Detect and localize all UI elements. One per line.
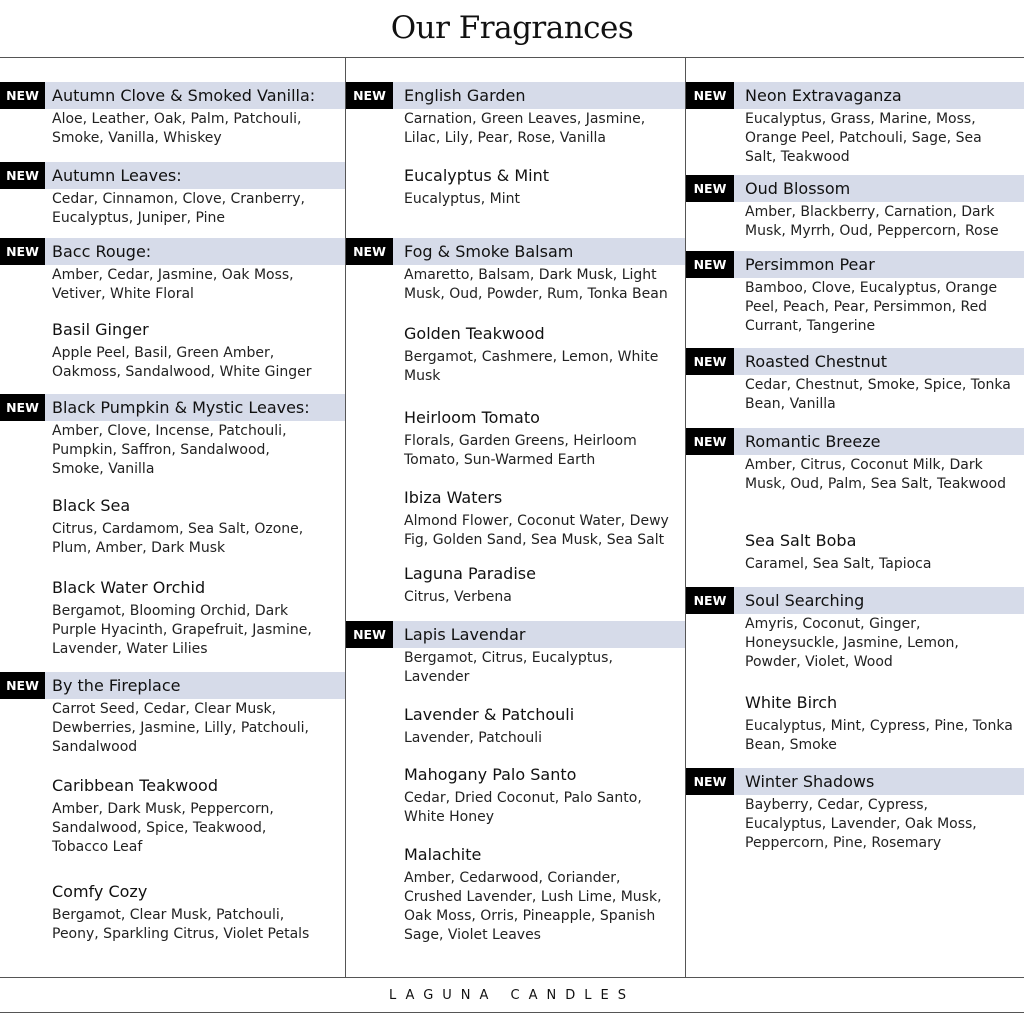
fragrance-header-row [0, 878, 345, 905]
fragrance-name: Black Water Orchid [52, 578, 206, 597]
fragrance-header-row [346, 404, 685, 431]
fragrance-entry [346, 82, 685, 146]
fragrance-header-row [686, 527, 1024, 554]
fragrance-header-row [686, 689, 1024, 716]
fragrance-notes: Lavender, Patchouli [404, 730, 542, 746]
fragrance-entry [686, 82, 1024, 165]
fragrance-header-row [346, 162, 685, 189]
fragrance-notes: Amber, Blackberry, Carnation, Dark Musk, Myrrh, Oud, Peppercorn, Rose [745, 204, 999, 239]
fragrance-column-2 [346, 58, 685, 977]
fragrance-notes: Amber, Cedarwood, Coriander, Crushed Lavender, Lush Lime, Musk, Oak Moss, Orris, Pineapple, Spanish Sage, Violet Leaves [404, 870, 662, 943]
fragrance-entry [346, 320, 685, 384]
fragrance-header-row [686, 587, 1024, 614]
fragrance-name: Soul Searching [745, 591, 865, 610]
fragrance-entry [686, 251, 1024, 334]
fragrance-entry [0, 82, 345, 146]
fragrance-name: Ibiza Waters [404, 488, 503, 507]
fragrance-name: Laguna Paradise [404, 564, 536, 583]
fragrance-notes: Carnation, Green Leaves, Jasmine, Lilac, Lily, Pear, Rose, Vanilla [404, 111, 646, 146]
fragrance-header-row [0, 672, 345, 699]
fragrance-header-row [686, 768, 1024, 795]
new-badge: NEW [0, 162, 45, 189]
fragrance-name: Black Sea [52, 496, 131, 515]
new-badge: NEW [686, 768, 734, 795]
fragrance-header-row [0, 82, 345, 109]
fragrance-name: Golden Teakwood [404, 324, 545, 343]
fragrance-column-3 [686, 58, 1024, 977]
new-badge: NEW [686, 348, 734, 375]
fragrance-header-row [346, 841, 685, 868]
fragrance-header-row [686, 348, 1024, 375]
new-badge: NEW [0, 238, 45, 265]
fragrance-column-1 [0, 58, 345, 977]
new-badge: NEW [686, 428, 734, 455]
fragrance-name: Romantic Breeze [745, 432, 881, 451]
fragrance-header-row [686, 428, 1024, 455]
fragrance-notes: Bergamot, Blooming Orchid, Dark Purple Hyacinth, Grapefruit, Jasmine, Lavender, Water Lilies [52, 603, 312, 657]
fragrance-header-row [346, 484, 685, 511]
fragrance-header-row [0, 772, 345, 799]
new-badge: NEW [0, 394, 45, 421]
fragrance-notes: Eucalyptus, Mint, Cypress, Pine, Tonka Bean, Smoke [745, 718, 1013, 753]
fragrance-name: Oud Blossom [745, 179, 851, 198]
fragrance-notes: Bergamot, Cashmere, Lemon, White Musk [404, 349, 659, 384]
fragrance-entry [686, 348, 1024, 412]
fragrance-entry [686, 428, 1024, 492]
fragrance-header-row [686, 251, 1024, 278]
fragrance-header-row [0, 162, 345, 189]
fragrance-notes: Bayberry, Cedar, Cypress, Eucalyptus, Lavender, Oak Moss, Peppercorn, Pine, Rosemary [745, 797, 977, 851]
fragrance-entry [0, 238, 345, 302]
fragrance-header-row [346, 560, 685, 587]
fragrance-notes: Amber, Cedar, Jasmine, Oak Moss, Vetiver, White Floral [52, 267, 294, 302]
fragrance-name: Basil Ginger [52, 320, 149, 339]
new-badge: NEW [0, 82, 45, 109]
fragrance-entry [0, 672, 345, 755]
fragrance-name: Mahogany Palo Santo [404, 765, 577, 784]
fragrance-notes: Amyris, Coconut, Ginger, Honeysuckle, Jasmine, Lemon, Powder, Violet, Wood [745, 616, 959, 670]
new-badge: NEW [346, 82, 393, 109]
fragrance-name: Bacc Rouge: [52, 242, 152, 261]
fragrance-entry [346, 560, 685, 605]
fragrance-notes: Carrot Seed, Cedar, Clear Musk, Dewberries, Jasmine, Lilly, Patchouli, Sandalwood [52, 701, 309, 755]
fragrance-name: White Birch [745, 693, 838, 712]
fragrance-entry [0, 394, 345, 477]
fragrance-notes: Florals, Garden Greens, Heirloom Tomato, Sun-Warmed Earth [404, 433, 637, 468]
fragrance-notes: Cedar, Cinnamon, Clove, Cranberry, Eucalyptus, Juniper, Pine [52, 191, 305, 226]
fragrance-name: By the Fireplace [52, 676, 181, 695]
fragrance-header-row [0, 316, 345, 343]
fragrance-name: Caribbean Teakwood [52, 776, 218, 795]
fragrance-notes: Citrus, Verbena [404, 589, 512, 605]
fragrance-notes: Amber, Citrus, Coconut Milk, Dark Musk, Oud, Palm, Sea Salt, Teakwood [745, 457, 1006, 492]
fragrance-header-row [0, 574, 345, 601]
fragrance-notes: Bergamot, Clear Musk, Patchouli, Peony, Sparkling Citrus, Violet Petals [52, 907, 310, 942]
fragrance-entry [346, 761, 685, 825]
fragrance-name: Winter Shadows [745, 772, 875, 791]
fragrance-notes: Eucalyptus, Mint [404, 191, 520, 207]
fragrance-name: Black Pumpkin & Mystic Leaves: [52, 398, 310, 417]
fragrance-notes: Aloe, Leather, Oak, Palm, Patchouli, Smoke, Vanilla, Whiskey [52, 111, 302, 146]
fragrance-name: Neon Extravaganza [745, 86, 902, 105]
fragrance-entry [0, 162, 345, 226]
fragrance-entry [346, 404, 685, 468]
fragrance-header-row [346, 82, 685, 109]
fragrance-header-row [0, 394, 345, 421]
new-badge: NEW [686, 251, 734, 278]
fragrance-notes: Amaretto, Balsam, Dark Musk, Light Musk, Oud, Powder, Rum, Tonka Bean [404, 267, 668, 302]
fragrance-notes: Eucalyptus, Grass, Marine, Moss, Orange Peel, Patchouli, Sage, Sea Salt, Teakwood [745, 111, 982, 165]
new-badge: NEW [0, 672, 45, 699]
fragrance-entry [0, 492, 345, 556]
fragrance-header-row [686, 82, 1024, 109]
fragrance-entry [346, 621, 685, 685]
new-badge: NEW [686, 82, 734, 109]
fragrance-name: English Garden [404, 86, 526, 105]
fragrance-entry [686, 175, 1024, 239]
fragrance-header-row [346, 701, 685, 728]
fragrance-notes: Caramel, Sea Salt, Tapioca [745, 556, 932, 572]
fragrance-notes: Amber, Clove, Incense, Patchouli, Pumpkin, Saffron, Sandalwood, Smoke, Vanilla [52, 423, 287, 477]
fragrance-entry [346, 162, 685, 207]
fragrance-name: Lavender & Patchouli [404, 705, 575, 724]
fragrance-name: Persimmon Pear [745, 255, 875, 274]
fragrance-notes: Amber, Dark Musk, Peppercorn, Sandalwood, Spice, Teakwood, Tobacco Leaf [52, 801, 274, 855]
fragrance-name: Autumn Clove & Smoked Vanilla: [52, 86, 316, 105]
new-badge: NEW [686, 587, 734, 614]
fragrance-notes: Bergamot, Citrus, Eucalyptus, Lavender [404, 650, 613, 685]
fragrance-notes: Citrus, Cardamom, Sea Salt, Ozone, Plum, Amber, Dark Musk [52, 521, 304, 556]
fragrance-name: Autumn Leaves: [52, 166, 182, 185]
fragrance-name: Comfy Cozy [52, 882, 148, 901]
fragrance-entry [686, 527, 1024, 572]
footer-divider-bottom [0, 1012, 1024, 1013]
fragrance-entry [686, 587, 1024, 670]
brand-footer: LAGUNA CANDLES [389, 988, 635, 1003]
fragrance-name: Eucalyptus & Mint [404, 166, 549, 185]
fragrance-header-row [346, 238, 685, 265]
fragrance-entry [346, 238, 685, 302]
fragrance-header-row [346, 621, 685, 648]
fragrance-entry [686, 689, 1024, 753]
fragrance-entry [0, 772, 345, 855]
fragrance-entry [346, 484, 685, 548]
fragrance-header-row [0, 238, 345, 265]
fragrance-notes: Cedar, Dried Coconut, Palo Santo, White Honey [404, 790, 642, 825]
fragrance-entry [346, 841, 685, 943]
fragrance-entry [0, 574, 345, 657]
fragrance-header-row [686, 175, 1024, 202]
new-badge: NEW [346, 238, 393, 265]
fragrance-name: Heirloom Tomato [404, 408, 540, 427]
fragrance-notes: Almond Flower, Coconut Water, Dewy Fig, Golden Sand, Sea Musk, Sea Salt [404, 513, 669, 548]
fragrance-notes: Cedar, Chestnut, Smoke, Spice, Tonka Bean, Vanilla [745, 377, 1011, 412]
fragrance-entry [686, 768, 1024, 851]
fragrance-header-row [346, 761, 685, 788]
fragrance-entry [0, 316, 345, 380]
fragrance-header-row [0, 492, 345, 519]
fragrance-notes: Bamboo, Clove, Eucalyptus, Orange Peel, Peach, Pear, Persimmon, Red Currant, Tangerine [745, 280, 998, 334]
fragrance-notes: Apple Peel, Basil, Green Amber, Oakmoss, Sandalwood, White Ginger [52, 345, 312, 380]
page-title: Our Fragrances [390, 10, 634, 46]
new-badge: NEW [346, 621, 393, 648]
fragrance-entry [346, 701, 685, 746]
fragrance-entry [0, 878, 345, 942]
fragrance-name: Roasted Chestnut [745, 352, 888, 371]
fragrance-name: Lapis Lavendar [404, 625, 526, 644]
fragrance-name: Malachite [404, 845, 482, 864]
fragrance-name: Sea Salt Boba [745, 531, 857, 550]
fragrance-name: Fog & Smoke Balsam [404, 242, 574, 261]
fragrance-header-row [346, 320, 685, 347]
new-badge: NEW [686, 175, 734, 202]
